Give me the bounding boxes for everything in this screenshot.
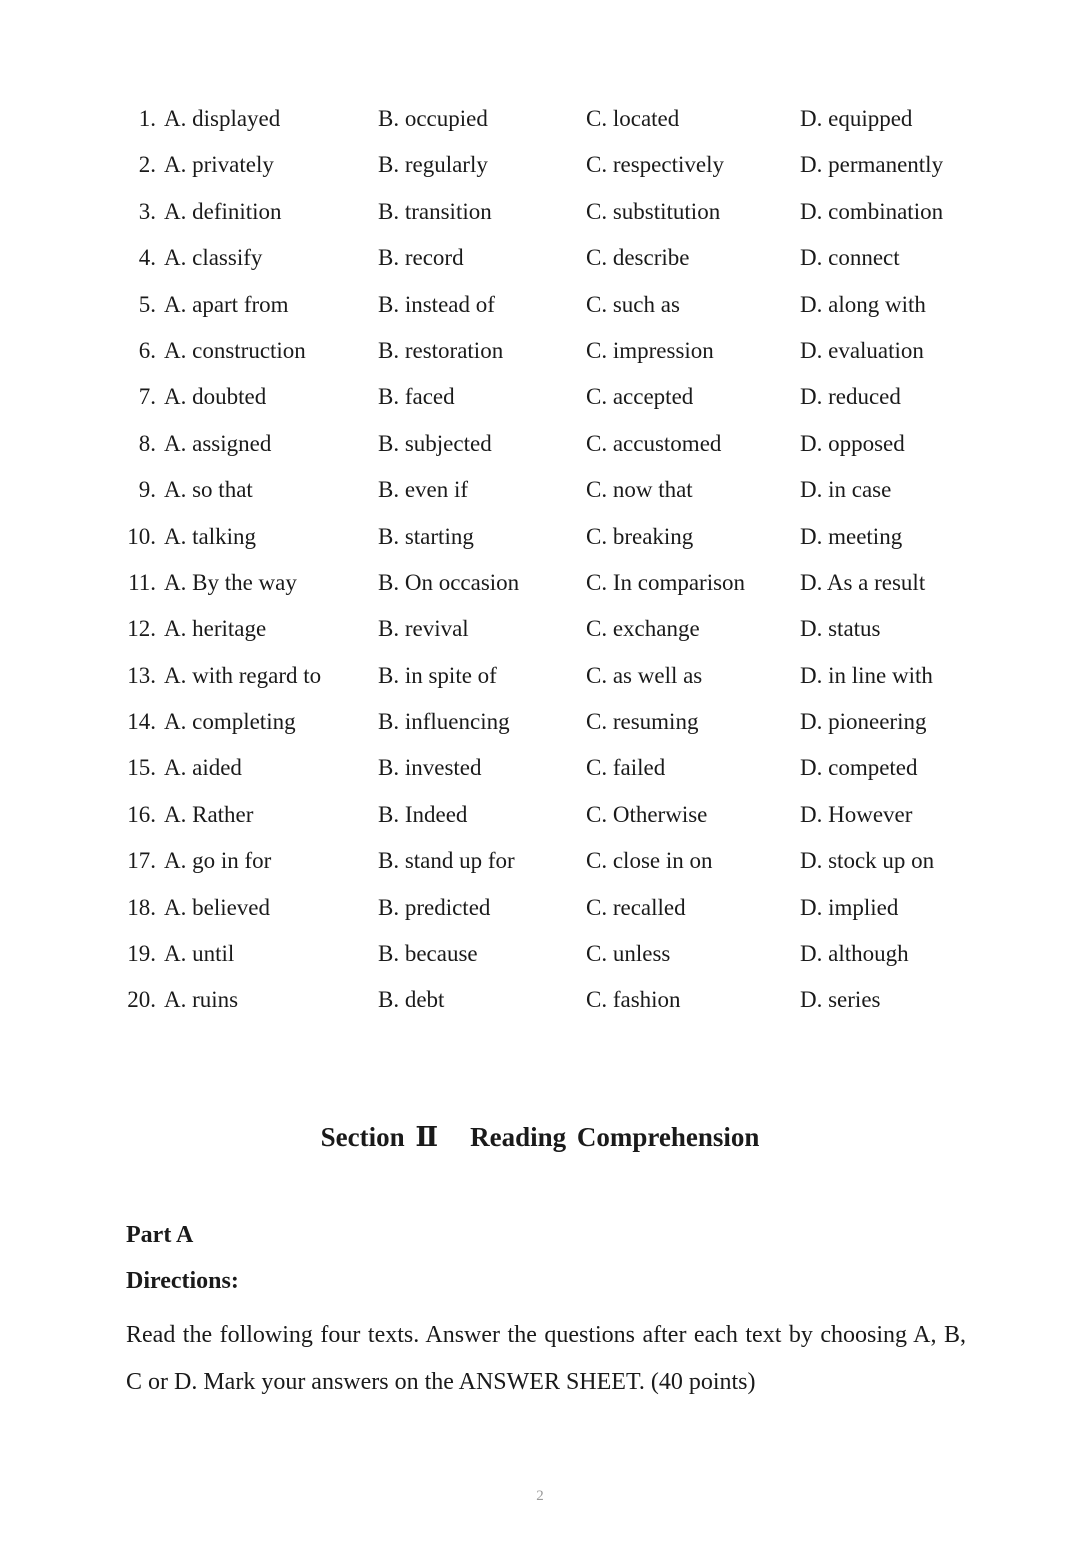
option-d: D. implied — [800, 894, 899, 920]
question-number: 3. — [138, 198, 156, 224]
option-d: D. although — [800, 941, 909, 967]
option-a: A. until — [164, 941, 235, 967]
option-a: A. Rather — [164, 801, 254, 827]
option-d: D. status — [800, 616, 881, 642]
option-b: B. On occasion — [378, 569, 520, 595]
option-a: A. talking — [164, 523, 256, 549]
option-c: C. breaking — [586, 523, 694, 549]
option-a: A. aided — [164, 755, 242, 781]
option-c: C. Otherwise — [586, 801, 708, 827]
option-b: B. even if — [378, 477, 469, 503]
option-c: C. unless — [586, 941, 671, 967]
option-b: B. invested — [378, 755, 482, 781]
option-d: D. evaluation — [800, 337, 924, 363]
option-c: C. such as — [586, 291, 680, 317]
option-d: D. However — [800, 801, 913, 827]
question-row — [0, 235, 1080, 281]
option-d: D. connect — [800, 245, 900, 271]
question-row — [0, 374, 1080, 420]
question-number: 12. — [127, 616, 156, 642]
option-d: D. along with — [800, 291, 926, 317]
question-number: 17. — [127, 848, 156, 874]
option-a: A. privately — [164, 152, 274, 178]
option-b: B. influencing — [378, 709, 510, 735]
option-c: C. now that — [586, 477, 693, 503]
option-a: A. completing — [164, 709, 296, 735]
option-b: B. subjected — [378, 430, 492, 456]
option-d: D. stock up on — [800, 848, 935, 874]
page-number: 2 — [536, 1488, 544, 1504]
option-c: C. describe — [586, 245, 690, 271]
question-number: 9. — [138, 477, 156, 503]
option-b: B. transition — [378, 198, 492, 224]
option-b: B. faced — [378, 384, 455, 410]
option-d: D. reduced — [800, 384, 901, 410]
question-row — [0, 142, 1080, 188]
question-number: 13. — [127, 662, 156, 688]
question-row — [0, 96, 1080, 142]
question-row — [0, 560, 1080, 606]
question-row — [0, 792, 1080, 838]
option-d: D. equipped — [800, 106, 913, 131]
part-title: Part A — [126, 1222, 194, 1248]
question-row — [0, 931, 1080, 977]
option-a: A. displayed — [164, 106, 281, 131]
question-row — [0, 514, 1080, 560]
option-c: C. respectively — [586, 152, 724, 178]
option-c: C. close in on — [586, 848, 713, 874]
option-a: A. assigned — [164, 430, 272, 456]
question-number: 5. — [138, 291, 156, 317]
option-d: D. permanently — [800, 152, 944, 178]
option-a: A. with regard to — [164, 662, 322, 688]
option-c: C. as well as — [586, 662, 703, 688]
question-number: 15. — [127, 755, 156, 781]
option-a: A. definition — [164, 198, 282, 224]
option-a: A. go in for — [164, 848, 272, 874]
option-b: B. restoration — [378, 337, 504, 363]
question-row — [0, 885, 1080, 931]
question-row — [0, 282, 1080, 328]
question-number: 19. — [127, 941, 156, 967]
question-row — [0, 653, 1080, 699]
option-c: C. recalled — [586, 894, 686, 920]
option-c: C. In comparison — [586, 569, 746, 595]
question-number: 10. — [127, 523, 156, 549]
option-c: C. located — [586, 106, 680, 131]
option-c: C. failed — [586, 755, 666, 781]
option-a: A. apart from — [164, 291, 289, 317]
question-number: 7. — [138, 384, 156, 410]
question-row — [0, 699, 1080, 745]
question-number: 16. — [127, 801, 156, 827]
option-b: B. Indeed — [378, 801, 468, 827]
question-row — [0, 606, 1080, 652]
option-a: A. By the way — [164, 569, 297, 595]
option-b: B. starting — [378, 523, 474, 549]
option-b: B. predicted — [378, 894, 491, 920]
question-number: 14. — [127, 709, 156, 735]
option-b: B. stand up for — [378, 848, 515, 874]
question-row — [0, 838, 1080, 884]
directions-text: Read the following four texts. Answer the questions after each text by choosing A, B, C or D. Mark your answers on the ANSWER SHEET. (40 points) — [126, 1322, 966, 1395]
option-c: C. accustomed — [586, 430, 722, 456]
option-b: B. regularly — [378, 152, 488, 178]
option-c: C. substitution — [586, 198, 721, 224]
question-number: 6. — [138, 337, 156, 363]
question-row — [0, 328, 1080, 374]
option-d: D. series — [800, 987, 881, 1013]
option-a: A. believed — [164, 894, 271, 920]
option-b: B. revival — [378, 616, 469, 642]
option-b: B. occupied — [378, 106, 488, 131]
option-b: B. in spite of — [378, 662, 497, 688]
option-a: A. classify — [164, 245, 263, 271]
option-a: A. heritage — [164, 616, 267, 642]
question-number: 18. — [127, 894, 156, 920]
option-d: D. combination — [800, 198, 944, 224]
option-c: C. impression — [586, 337, 714, 363]
question-number: 1. — [138, 106, 156, 131]
section-title: Reading Comprehension — [470, 1122, 760, 1152]
question-number: 8. — [138, 430, 156, 456]
option-c: C. resuming — [586, 709, 699, 735]
option-a: A. construction — [164, 337, 306, 363]
question-row — [0, 189, 1080, 235]
question-number: 4. — [138, 245, 156, 271]
option-d: D. in line with — [800, 662, 933, 688]
option-a: A. ruins — [164, 987, 239, 1013]
option-a: A. so that — [164, 477, 253, 503]
option-d: D. competed — [800, 755, 918, 781]
option-c: C. accepted — [586, 384, 694, 410]
question-row — [0, 421, 1080, 467]
section-numeral: Ⅱ — [415, 1122, 437, 1152]
question-row — [0, 977, 1080, 1023]
option-b: B. record — [378, 245, 464, 271]
cloze-options-table — [0, 96, 1080, 1024]
option-b: B. because — [378, 941, 478, 967]
option-d: D. As a result — [800, 569, 926, 595]
option-c: C. exchange — [586, 616, 700, 642]
question-row — [0, 467, 1080, 513]
option-b: B. instead of — [378, 291, 495, 317]
option-a: A. doubted — [164, 384, 267, 410]
option-d: D. opposed — [800, 430, 905, 456]
option-d: D. in case — [800, 477, 892, 503]
option-c: C. fashion — [586, 987, 681, 1013]
question-number: 11. — [128, 569, 156, 595]
option-d: D. meeting — [800, 523, 903, 549]
question-row — [0, 745, 1080, 791]
option-d: D. pioneering — [800, 709, 927, 735]
option-b: B. debt — [378, 987, 445, 1013]
question-number: 2. — [138, 152, 156, 178]
question-number: 20. — [127, 987, 156, 1013]
section-heading — [0, 1122, 1080, 1153]
section-label: Section — [320, 1122, 405, 1152]
directions-label: Directions: — [126, 1268, 239, 1294]
